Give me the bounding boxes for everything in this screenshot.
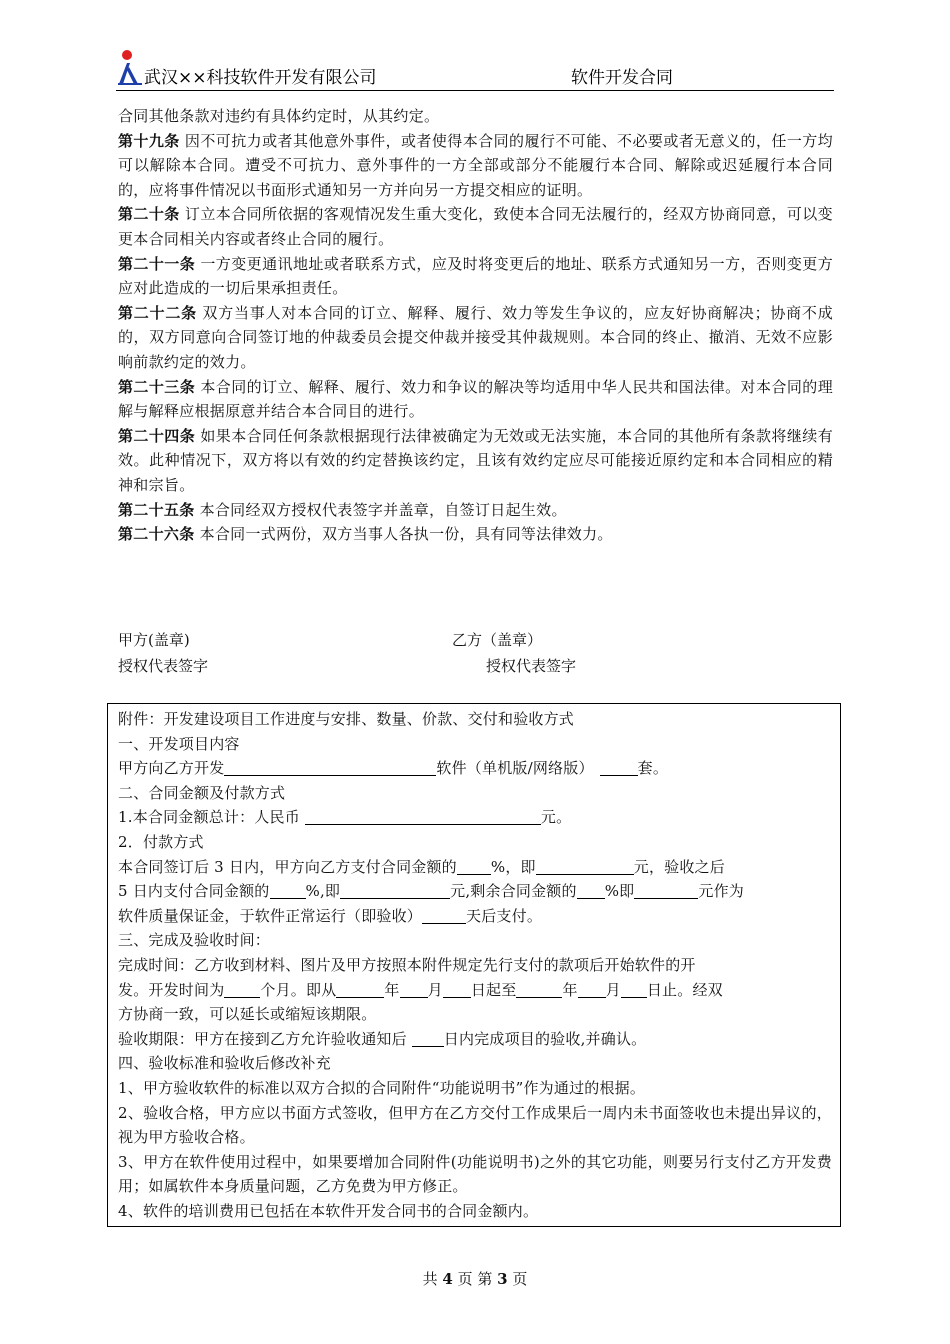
software-name-blank[interactable] bbox=[224, 759, 436, 776]
annex-acceptance-period bbox=[118, 1027, 832, 1052]
clause-text: 因不可抗力或者其他意外事件，或者使得本合同的履行不可能、不必要或者无意义的，任一方均可以解除本合同。遭受不可抗力、意外事件的一方全部或部分不能履行本合同、解除或迟延履行本合同的，应将事件情况以书面形式通知另一方并向另一方提交相应的证明。 bbox=[118, 131, 833, 199]
clause-text: 一方变更通讯地址或者联系方式，应及时将变更后的地址、联系方式通知另一方，否则变更方应对此造成的一切后果承担责任。 bbox=[118, 254, 833, 298]
end-month-blank[interactable] bbox=[578, 981, 606, 998]
text: 月 bbox=[427, 980, 443, 999]
annex-payment-line-3 bbox=[118, 904, 832, 929]
warranty-days-blank[interactable] bbox=[422, 907, 466, 924]
clause-label: 第二十六条 bbox=[118, 525, 195, 544]
text: %，即 bbox=[490, 857, 536, 876]
contract-clauses bbox=[118, 104, 833, 547]
clause-label: 第二十四条 bbox=[118, 426, 196, 445]
party-b-representative: 授权代表签字 bbox=[486, 657, 577, 675]
text: 元,剩余合同金额的 bbox=[450, 882, 577, 901]
second-percent-blank[interactable] bbox=[270, 882, 306, 899]
text: 天后支付。 bbox=[466, 906, 543, 925]
clause-label: 第二十条 bbox=[118, 205, 180, 224]
text: 页 bbox=[507, 1270, 528, 1288]
clause-text: 本合同的订立、解释、履行、效力和争议的解决等均适用中华人民共和国法律。对本合同的理解与解释应根据原意并结合本合同目的进行。 bbox=[118, 377, 833, 421]
text: 页 第 bbox=[452, 1270, 498, 1288]
text: 验收期限：甲方在接到乙方允许验收通知后 bbox=[118, 1029, 412, 1048]
annex-payment-line-1 bbox=[118, 855, 832, 880]
annex-completion-line-3: 方协商一致，可以延长或缩短该期限。 bbox=[118, 1005, 377, 1024]
clause-19 bbox=[118, 129, 833, 203]
annex-box bbox=[107, 703, 841, 1227]
clause-label: 第二十五条 bbox=[118, 500, 195, 519]
clause-text: 如果本合同任何条款根据现行法律被确定为无效或无法实施，本合同的其他所有条款将继续有效。此种情况下，双方将以有效的约定替换该约定，且该有效约定应尽可能接近原约定和本合同相应的精神和宗旨。 bbox=[118, 426, 833, 494]
company-name: 武汉××科技软件开发有限公司 bbox=[144, 68, 377, 88]
clause-25 bbox=[118, 498, 833, 523]
text: 年 bbox=[384, 980, 400, 999]
text: 软件质量保证金，于软件正常运行（即验收） bbox=[118, 906, 423, 925]
clause-label: 第十九条 bbox=[118, 131, 180, 150]
text: 1.本合同金额总计：人民币 bbox=[118, 808, 305, 827]
end-year-blank[interactable] bbox=[516, 981, 562, 998]
clause-label: 第二十三条 bbox=[118, 377, 196, 396]
party-a-seal: 甲方(盖章) bbox=[118, 631, 190, 649]
annex-completion-line-1: 完成时间：乙方收到材料、图片及甲方按照本附件规定先行支付的款项后开始软件的开 bbox=[118, 955, 696, 974]
clause-text: 双方当事人对本合同的订立、解释、履行、效力等发生争议的，应友好协商解决；协商不成的，双方同意向合同签订地的仲裁委员会提交仲裁并接受其仲裁规则。本合同的终止、撤消、无效不应影响前款约定的效力。 bbox=[118, 303, 833, 371]
clause-text: 本合同一式两份，双方当事人各执一份，具有同等法律效力。 bbox=[194, 525, 613, 544]
clause-label: 第二十二条 bbox=[118, 303, 197, 322]
text: 甲方向乙方开发 bbox=[118, 759, 225, 778]
annex-total-amount bbox=[118, 805, 832, 830]
page-footer bbox=[0, 1268, 950, 1289]
start-month-blank[interactable] bbox=[400, 981, 428, 998]
text: 元作为 bbox=[698, 882, 744, 901]
annex-section-2-heading: 二、合同金额及付款方式 bbox=[118, 783, 286, 802]
first-percent-blank[interactable] bbox=[457, 858, 491, 875]
annex-item-1: 1、甲方验收软件的标准以双方合拟的合同附件“功能说明书”作为通过的根据。 bbox=[118, 1078, 646, 1097]
text: 本合同签订后 3 日内，甲方向乙方支付合同金额的 bbox=[118, 857, 457, 876]
clause-23 bbox=[118, 375, 833, 424]
start-day-blank[interactable] bbox=[443, 981, 471, 998]
annex-payment-line-2 bbox=[118, 879, 832, 904]
acceptance-days-blank[interactable] bbox=[412, 1030, 444, 1047]
text: 共 bbox=[422, 1270, 443, 1288]
annex-project-line bbox=[118, 756, 832, 781]
clause-text: 本合同经双方授权代表签字并盖章，自签订日起生效。 bbox=[194, 500, 567, 519]
total-pages: 4 bbox=[442, 1270, 453, 1288]
text: 元。 bbox=[540, 808, 572, 827]
annex-item-4: 4、软件的培训费用已包括在本软件开发合同书的合同金额内。 bbox=[118, 1201, 539, 1220]
remaining-percent-blank[interactable] bbox=[577, 882, 605, 899]
text: 发。开发时间为 bbox=[118, 980, 225, 999]
current-page: 3 bbox=[497, 1270, 508, 1288]
annex-item-3: 3、甲方在软件使用过程中，如果要增加合同附件(功能说明书)之外的其它功能，则要另行支付乙方开发费用；如属软件本身质量问题，乙方免费为甲方修正。 bbox=[118, 1152, 832, 1196]
annex-section-4-heading: 四、验收标准和验收后修改补充 bbox=[118, 1054, 331, 1073]
first-amount-blank[interactable] bbox=[536, 858, 634, 875]
text: 日起至 bbox=[470, 980, 517, 999]
months-blank[interactable] bbox=[224, 981, 260, 998]
annex-title: 附件：开发建设项目工作进度与安排、数量、价款、交付和验收方式 bbox=[118, 710, 575, 728]
text: 元，验收之后 bbox=[633, 857, 725, 876]
party-b-seal: 乙方（盖章） bbox=[452, 631, 543, 649]
end-day-blank[interactable] bbox=[621, 981, 647, 998]
text: 个月。即从 bbox=[260, 980, 337, 999]
text: 软件（单机版/网络版） bbox=[436, 759, 594, 778]
clause-26 bbox=[118, 522, 833, 547]
clause-label: 第二十一条 bbox=[118, 254, 196, 273]
text: 月 bbox=[605, 980, 621, 999]
annex-payment-method: 2．付款方式 bbox=[118, 832, 204, 851]
document-title: 软件开发合同 bbox=[571, 68, 673, 88]
text: 5 日内支付合同金额的 bbox=[118, 882, 270, 901]
text: 日内完成项目的验收,并确认。 bbox=[443, 1029, 647, 1048]
total-amount-blank[interactable] bbox=[305, 808, 541, 825]
text: 年 bbox=[562, 980, 578, 999]
company-logo-icon bbox=[116, 48, 144, 86]
clause-24 bbox=[118, 424, 833, 498]
clause-20 bbox=[118, 202, 833, 251]
text: 日止。经双 bbox=[646, 980, 723, 999]
annex-section-3-heading: 三、完成及验收时间： bbox=[118, 931, 271, 950]
clause-continuation bbox=[118, 104, 833, 129]
start-year-blank[interactable] bbox=[336, 981, 384, 998]
text: %,即 bbox=[305, 882, 341, 901]
page-header bbox=[116, 44, 834, 91]
annex-item-2: 2、验收合格，甲方应以书面方式签收，但甲方在乙方交付工作成果后一周内未书面签收也未提出异议的，视为甲方验收合格。 bbox=[118, 1103, 832, 1147]
clause-21 bbox=[118, 252, 833, 301]
party-a-representative: 授权代表签字 bbox=[118, 657, 209, 675]
annex-section-1-heading: 一、开发项目内容 bbox=[118, 734, 240, 753]
text: 套。 bbox=[637, 759, 669, 778]
clause-text: 订立本合同所依据的客观情况发生重大变化，致使本合同无法履行的，经双方协商同意，可以变更本合同相关内容或者终止合同的履行。 bbox=[118, 205, 833, 248]
clause-22 bbox=[118, 301, 833, 375]
remaining-amount-blank[interactable] bbox=[634, 882, 698, 899]
annex-completion-line-2 bbox=[118, 978, 832, 1003]
set-count-blank[interactable] bbox=[600, 759, 638, 776]
text: %即 bbox=[604, 882, 635, 901]
clause-text: 合同其他条款对违约有具体约定时，从其约定。 bbox=[118, 107, 440, 125]
second-amount-blank[interactable] bbox=[340, 882, 450, 899]
